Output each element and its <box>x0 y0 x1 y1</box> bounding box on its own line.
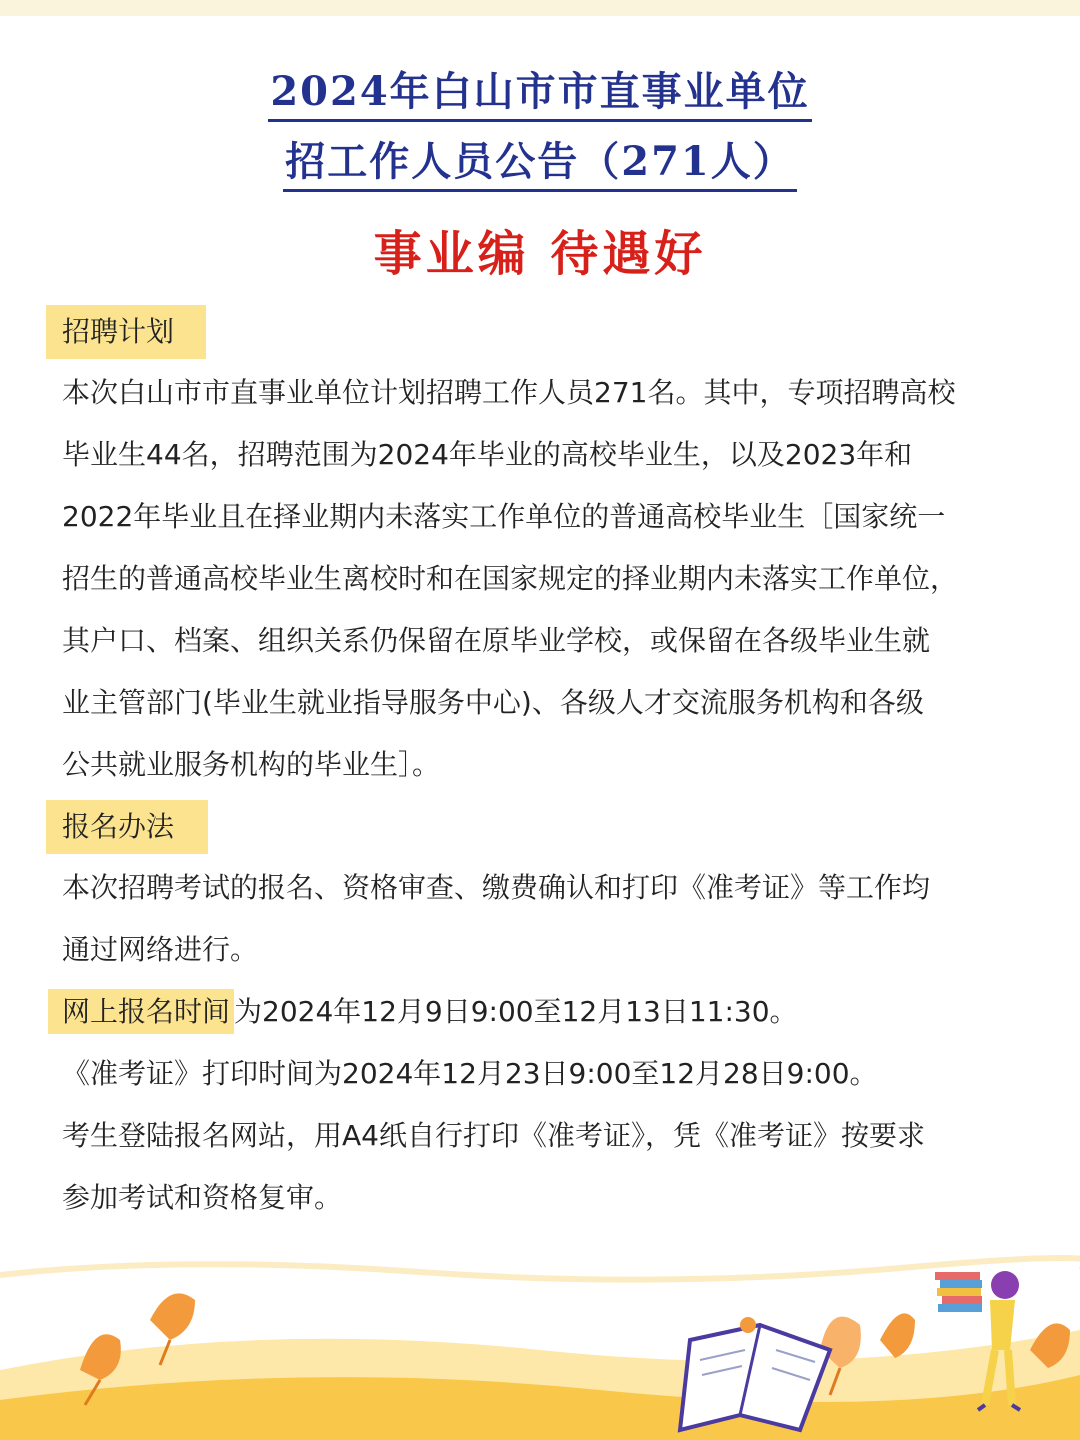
signup-extra-line: 参加考试和资格复审。 <box>62 1181 343 1214</box>
paragraph-signup <box>62 857 1042 981</box>
title-line-1-text: 2024年白山市市直事业单位 <box>268 68 811 122</box>
paragraph-signup-times <box>62 981 1042 1229</box>
top-strip <box>0 0 1080 16</box>
online-time-value: 为2024年12月9日9:00至12月13日11:30。 <box>234 995 798 1028</box>
plan-line: 招生的普通高校毕业生离校时和在国家规定的择业期内未落实工作单位， <box>62 562 959 595</box>
signup-line: 通过网络进行。 <box>62 933 259 966</box>
online-time-line <box>62 981 1042 1043</box>
online-time-label: 网上报名时间 <box>48 989 234 1034</box>
title-line-2-text: 招工作人员公告（271人） <box>283 138 797 192</box>
signup-extra-line: 《准考证》打印时间为2024年12月23日9:00至12月28日9:00。 <box>62 1057 878 1090</box>
signup-line: 本次招聘考试的报名、资格审查、缴费确认和打印《准考证》等工作均 <box>62 871 931 904</box>
plan-line: 业主管部门(毕业生就业指导服务中心)、各级人才交流服务机构和各级 <box>62 686 924 719</box>
open-book-icon <box>680 1317 830 1430</box>
plan-line: 其户口、档案、组织关系仍保留在原毕业学校，或保留在各级毕业生就 <box>62 624 931 657</box>
signup-extra-line: 考生登陆报名网站，用A4纸自行打印《准考证》，凭《准考证》按要求 <box>62 1119 925 1152</box>
leaf-icon <box>880 1313 915 1358</box>
slogan: 事业编 待遇好 <box>373 226 707 282</box>
plan-line: 本次白山市市直事业单位计划招聘工作人员271名。其中，专项招聘高校 <box>62 376 956 409</box>
section-label-signup: 报名办法 <box>46 800 208 854</box>
footer-illustration <box>0 1200 1080 1440</box>
paragraph-plan <box>62 362 1042 796</box>
plan-line: 毕业生44名，招聘范围为2024年毕业的高校毕业生，以及2023年和 <box>62 438 913 471</box>
plan-line: 2022年毕业且在择业期内未落实工作单位的普通高校毕业生［国家统一 <box>62 500 946 533</box>
title-line-1 <box>0 64 1080 120</box>
plan-line: 公共就业服务机构的毕业生］。 <box>62 748 441 781</box>
section-label-plan: 招聘计划 <box>46 305 206 359</box>
title-line-2 <box>0 134 1080 190</box>
footer-wave <box>0 1258 1080 1280</box>
